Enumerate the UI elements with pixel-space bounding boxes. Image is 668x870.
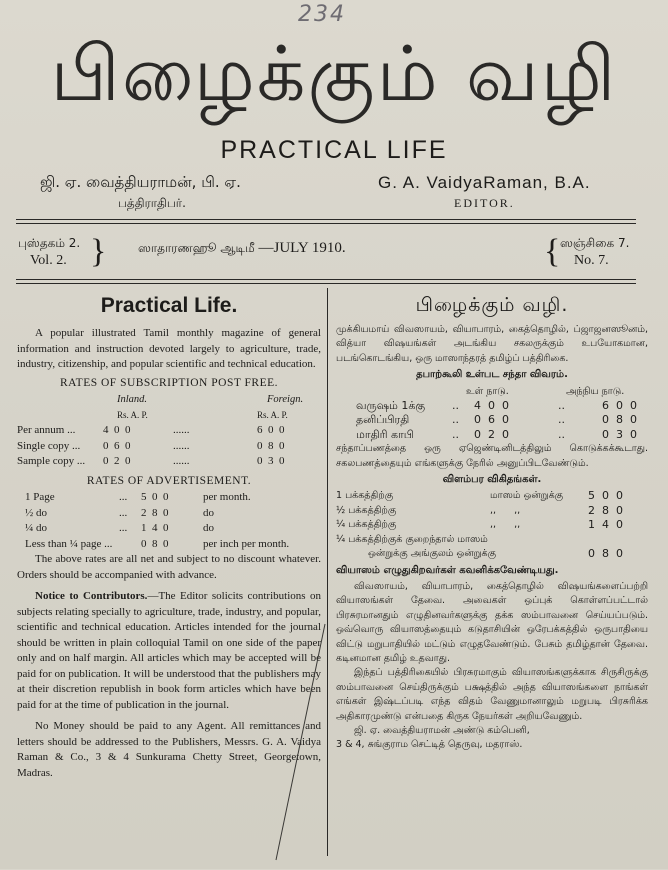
writers-heading: வியாஸம் எழுதுகிறவர்கள் கவனிக்கவேண்டியது. xyxy=(336,564,559,576)
contributors-lead: Notice to Contributors. xyxy=(35,590,148,602)
english-heading: Practical Life. xyxy=(100,294,238,317)
dateline-tamil: ஸாதாரணஹூ ஆடிமீ xyxy=(138,241,255,255)
tamil-intro: முக்கியமாய் விவஸாயம், வியாபாரம், கைத்தொழில், ப்ஜாஜனஸூனம், வித்யா விஷயங்கள் அடங்கிய சகலருக்கும் உபயோகமான, படங்கொடங்கிய, ஒரு மாஸாந்தரத் தமிழ்ப் பத்திரிகை. xyxy=(336,324,648,364)
table-row: Single copy ... 0 6 0 ...... 0 8 0 xyxy=(17,439,285,452)
writers-text: விவஸாயம், வியாபாரம், கைத்தொழில் விஷயங்களைப்பற்றி வியாஸங்கள் தேவை. அவைகள் ஒப்புக் கொள்ளப்பட்டால் பிரசுரமானதும் எழுதினவர்களுக்கு தக்க ஸம்பாவனை செய்யப்படும். ஒவ்வொரு வியாஸத்தையும் கடுதாசியின் ஒரேபக்கத்தில் ஒருபாதியை விட்டு மறுபாதியில் மட்டும் எழுதவேண்டும். பேசும் தமிழ்தான் தேவை. கடினமான தமிழ் உதவாது. xyxy=(336,580,648,664)
rates-note: The above rates are all net and subject to no discount whatever. Orders should be accompanied with advance. xyxy=(17,553,321,581)
table-row: ½ do ... 2 8 0 do xyxy=(25,506,214,519)
tamil-heading: பிழைக்கும் வழி. xyxy=(415,294,569,316)
editor-role-tamil: பத்திராதிபர். xyxy=(118,196,186,210)
masthead-english: PRACTICAL LIFE xyxy=(220,136,448,164)
dateline-english: —JULY 1910. xyxy=(258,240,346,256)
tamil-sub-heading: தபாற்கூலி உள்பட சந்தா விவரம். xyxy=(416,369,568,381)
tamil-column xyxy=(336,292,648,753)
table-row: ஒன்றுக்கு அங்குலம் ஒன்றுக்கு 0 8 0 xyxy=(368,547,623,561)
money-note: No Money should be paid to any Agent. All remittances and letters should be addressed to the Publishers, Messrs. G. A. Vaidya Raman & Co., 3 & 4 Sunkurama Chetty Street, Georgetown, Madras. xyxy=(17,720,321,779)
tamil-subscription-note: சந்தாப்பணத்தை ஒரு ஏஜெண்டினிடத்திலும் கொடுக்கக்கூடாது. சகலபணத்தையும் எங்களுக்கு நேரில் அனுப்பிடவேண்டும். xyxy=(336,443,648,469)
volume-english: Vol. 2. xyxy=(30,253,67,268)
editor-name-english: G. A. VaidyaRaman, B.A. xyxy=(378,173,591,192)
table-row: Sample copy ... 0 2 0 ...... 0 3 0 xyxy=(17,455,285,467)
volume-tamil: புஸ்தகம் 2. xyxy=(18,236,81,250)
table-row: தனிப்பிரதி .. 0 6 0 .. 0 8 0 xyxy=(356,413,637,427)
table-row: மாதிரி காபி .. 0 2 0 .. 0 3 0 xyxy=(356,427,637,441)
reprint-text: இந்தப் பத்திரிகையில் பிரசுரமாகும் வியாஸங்களுக்காக சிருசிருக்கு ஸம்பாவனை செய்திருக்கும் பக்ஷத்தில் அந்த வியாஸங்களை நாங்கள் எங்கள் இஷ்டப்படி எந்த விதம் வேணுமானாலும் மறுபடி பிரசுரிக்க அதிகாரமுண்டு என்பதை கிருக நேயர்கள் அறியவேணும். xyxy=(336,667,648,722)
currency-foreign: Rs. A. P. xyxy=(257,409,288,420)
english-intro: A popular illustrated Tamil monthly magazine of general information and instruction devoted largely to agriculture, trade, industry, citizenship, and popular scientific and technical education. xyxy=(17,327,321,370)
table-row: ¼ do ... 1 4 0 do xyxy=(25,522,214,534)
col-local: உள் நாடு. xyxy=(466,385,509,397)
table-row: Less than ¼ page ... 0 8 0 per inch per month. xyxy=(25,537,290,550)
advert-heading: RATES OF ADVERTISEMENT. xyxy=(86,474,252,487)
header-rule-bottom-thin xyxy=(16,283,636,284)
header-rule-top xyxy=(16,219,636,220)
editor-name-tamil: ஜி. ஏ. வைத்தியராமன், பி. ஏ. xyxy=(40,173,241,191)
subscription-currency-row xyxy=(17,408,321,424)
brace-left: } xyxy=(90,233,107,270)
table-row: ½ பக்கத்திற்கு ,, ,, 2 8 0 xyxy=(336,503,623,517)
table-row: 1 Page ... 5 0 0 per month. xyxy=(25,491,251,503)
publisher-address: 3 & 4, சுங்குராம செட்டித் தெருவு, மதராஸ். xyxy=(336,739,523,751)
ink-stroke xyxy=(270,620,330,870)
table-row: Per annum ... 4 0 0 ...... 6 0 0 xyxy=(17,424,285,436)
table-row: வருஷம் 1க்கு .. 4 0 0 .. 6 0 0 xyxy=(356,399,637,413)
brace-right: { xyxy=(544,233,561,270)
col-foreign-ta: அந்நிய நாடு. xyxy=(566,385,625,397)
subscription-col-headers xyxy=(17,392,321,408)
table-row: ¼ பக்கத்திற்குக் குறைந்தால் மாஸம் xyxy=(336,533,488,545)
handwritten-number: 234 xyxy=(298,2,346,27)
tamil-sub-col-headers xyxy=(336,385,648,399)
col-foreign: Foreign. xyxy=(267,394,304,405)
number-english: No. 7. xyxy=(574,253,609,268)
subscription-heading: RATES OF SUBSCRIPTION POST FREE. xyxy=(59,376,279,389)
editor-role-english: EDITOR. xyxy=(454,196,515,210)
dateline xyxy=(138,240,346,257)
contributors-text: —The Editor solicits contributions on subjects relating specially to agriculture, trade, industry, and popular, scientific and technical education. Articles intended for the journal should be written in plain colloquial Tamil on one side of the paper only and on half margin. All articles which may be accepted will be paid for on publication. It will be understood that the publishers may at their discretion republish in book form articles which have been paid for at the time of publication in the journal. xyxy=(17,590,321,711)
tamil-advert-heading: விளம்பர விகிதங்கள். xyxy=(442,474,542,486)
header-rule-bottom xyxy=(16,279,636,280)
number-tamil: ஸஞ்சிகை 7. xyxy=(560,236,630,250)
header-rule-top-thin xyxy=(16,223,636,224)
col-inland: Inland. xyxy=(117,394,148,405)
currency-inland: Rs. A. P. xyxy=(117,409,148,420)
masthead-tamil: பிழைக்கும் வழி xyxy=(50,29,618,118)
table-row: ¼ பக்கத்திற்கு ,, ,, 1 4 0 xyxy=(336,518,623,532)
publisher-name: ஜி. ஏ. வைத்தியராமன் அண்டு கம்பெனி, xyxy=(354,724,530,736)
table-row: 1 பக்கத்திற்கு மாஸம் ஒன்றுக்கு 5 0 0 xyxy=(336,489,623,503)
